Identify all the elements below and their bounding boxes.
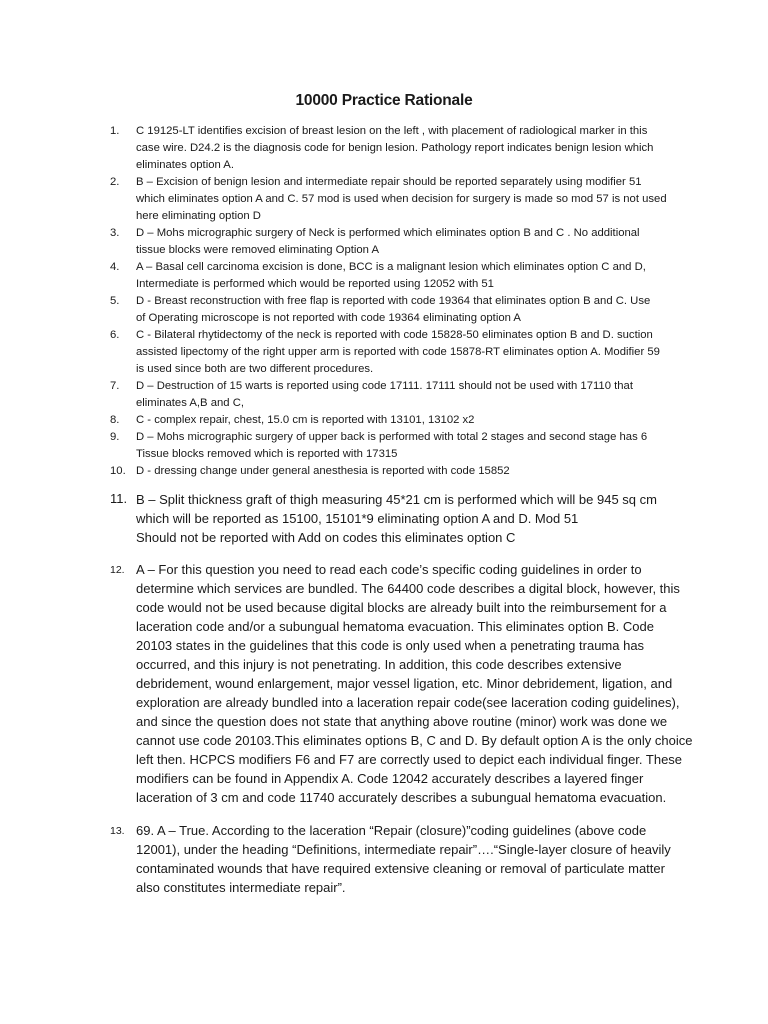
item-text — [136, 327, 666, 378]
item-line: laceration code and/or a subungual hematoma evacuation. This eliminates option B. Code — [136, 619, 654, 634]
item-line: which eliminates option A and C. 57 mod is used when decision for surgery is made so mod 57 is not used — [136, 193, 667, 205]
item-line: eliminates A,B and C, — [136, 397, 245, 409]
item-line: 69. A – True. According to the laceration “Repair (closure)”coding guidelines (above code — [136, 823, 647, 838]
item-line: contaminated wounds that have required extensive cleaning or removal of particulate matter — [136, 861, 665, 876]
item-line: which will be reported as 15100, 15101*9 eliminating option A and D. Mod 51 — [136, 511, 579, 526]
item-line: exploration are already bundled into a laceration repair code(see laceration coding guidelines), — [136, 695, 680, 710]
item-line: D – Destruction of 15 warts is reported using code 17111. 17111 should not be used with 17110 that — [136, 380, 633, 392]
item-text — [136, 490, 666, 547]
item-line: Intermediate is performed which would be reported using 12052 with 51 — [136, 278, 494, 290]
item-line: Should not be reported with Add on codes this eliminates option C — [136, 530, 516, 545]
item-line: left then. HCPCS modifiers F6 and F7 are correctly used to depict each individual finger. These — [136, 752, 683, 767]
item-line: modifiers can be found in Appendix A. Code 12042 accurately describes a layered finger — [136, 771, 644, 786]
item-text — [136, 293, 666, 327]
item-line: eliminates option A. — [136, 159, 234, 171]
item-line: B – Excision of benign lesion and intermediate repair should be reported separately using modifier 51 — [136, 176, 642, 188]
item-line: C 19125-LT identifies excision of breast lesion on the left , with placement of radiological marker in this — [136, 125, 648, 137]
item-line: of Operating microscope is not reported with code 19364 eliminating option A — [136, 312, 521, 324]
item-line: code would not be used because digital blocks are already built into the reimbursement for a — [136, 600, 667, 615]
item-number: 1. — [110, 125, 120, 137]
item-text — [136, 225, 666, 259]
item-number: 8. — [110, 414, 120, 426]
item-line: D - dressing change under general anesthesia is reported with code 15852 — [136, 465, 510, 477]
item-line: laceration of 3 cm and code 11740 accurately describes a subungual hematoma evacuation. — [136, 790, 667, 805]
item-text — [136, 259, 666, 293]
item-line: B – Split thickness graft of thigh measuring 45*21 cm is performed which will be 945 sq cm — [136, 492, 657, 507]
item-line: assisted lipectomy of the right upper arm is reported with code 15878-RT eliminates option A. Modifier 59 — [136, 346, 660, 358]
item-line: D – Mohs micrographic surgery of Neck is performed which eliminates option B and C . No additional — [136, 227, 640, 239]
item-line: C - complex repair, chest, 15.0 cm is reported with 13101, 13102 x2 — [136, 414, 475, 426]
item-line: case wire. D24.2 is the diagnosis code for benign lesion. Pathology report indicates benign lesion which — [136, 142, 654, 154]
item-line: also constitutes intermediate repair”. — [136, 880, 346, 895]
item-number: 4. — [110, 261, 120, 273]
item-line: and since the question does not state that anything above routine (minor) work was done we — [136, 714, 668, 729]
item-number: 11. — [110, 491, 128, 506]
item-line: is used since both are two different procedures. — [136, 363, 374, 375]
item-number: 13. — [110, 825, 125, 837]
item-text — [136, 560, 693, 807]
item-number: 7. — [110, 380, 120, 392]
item-line: occurred, and this injury is not penetrating. In addition, this code describes extensive — [136, 657, 622, 672]
item-number: 10. — [110, 465, 126, 477]
item-line: tissue blocks were removed eliminating Option A — [136, 244, 379, 256]
item-number: 12. — [110, 564, 125, 576]
item-number: 5. — [110, 295, 120, 307]
item-number: 6. — [110, 329, 120, 341]
item-line: D – Mohs micrographic surgery of upper back is performed with total 2 stages and second stage has 6 — [136, 431, 648, 443]
item-text — [136, 463, 666, 480]
item-text — [136, 412, 666, 429]
item-line: cannot use code 20103.This eliminates options B, C and D. By default option A is the only choice — [136, 733, 693, 748]
item-line: C - Bilateral rhytidectomy of the neck is reported with code 15828-50 eliminates option B and D. suction — [136, 329, 653, 341]
item-number: 2. — [110, 176, 120, 188]
item-line: Tissue blocks removed which is reported with 17315 — [136, 448, 398, 460]
item-text — [136, 174, 666, 225]
document-title: 10000 Practice Rationale — [295, 92, 473, 109]
item-number: 9. — [110, 431, 120, 443]
item-line: debridement, wound enlargement, major vessel ligation, etc. Minor debridement, ligation, and — [136, 676, 673, 691]
item-line: D - Breast reconstruction with free flap is reported with code 19364 that eliminates option B and C. Use — [136, 295, 651, 307]
item-number: 3. — [110, 227, 120, 239]
item-line: determine which services are bundled. The 64400 code describes a digital block, however, this — [136, 581, 680, 596]
item-line: here eliminating option D — [136, 210, 261, 222]
item-text — [136, 378, 666, 412]
item-line: 12001), under the heading “Definitions, intermediate repair”….“Single-layer closure of heavily — [136, 842, 671, 857]
item-line: A – For this question you need to read each code’s specific coding guidelines in order to — [136, 562, 642, 577]
item-text — [136, 429, 666, 463]
item-text — [136, 821, 671, 897]
item-line: A – Basal cell carcinoma excision is done, BCC is a malignant lesion which eliminates option C and D, — [136, 261, 646, 273]
item-line: 20103 states in the guidelines that this code is only used when a penetrating trauma has — [136, 638, 645, 653]
item-text — [136, 123, 666, 174]
